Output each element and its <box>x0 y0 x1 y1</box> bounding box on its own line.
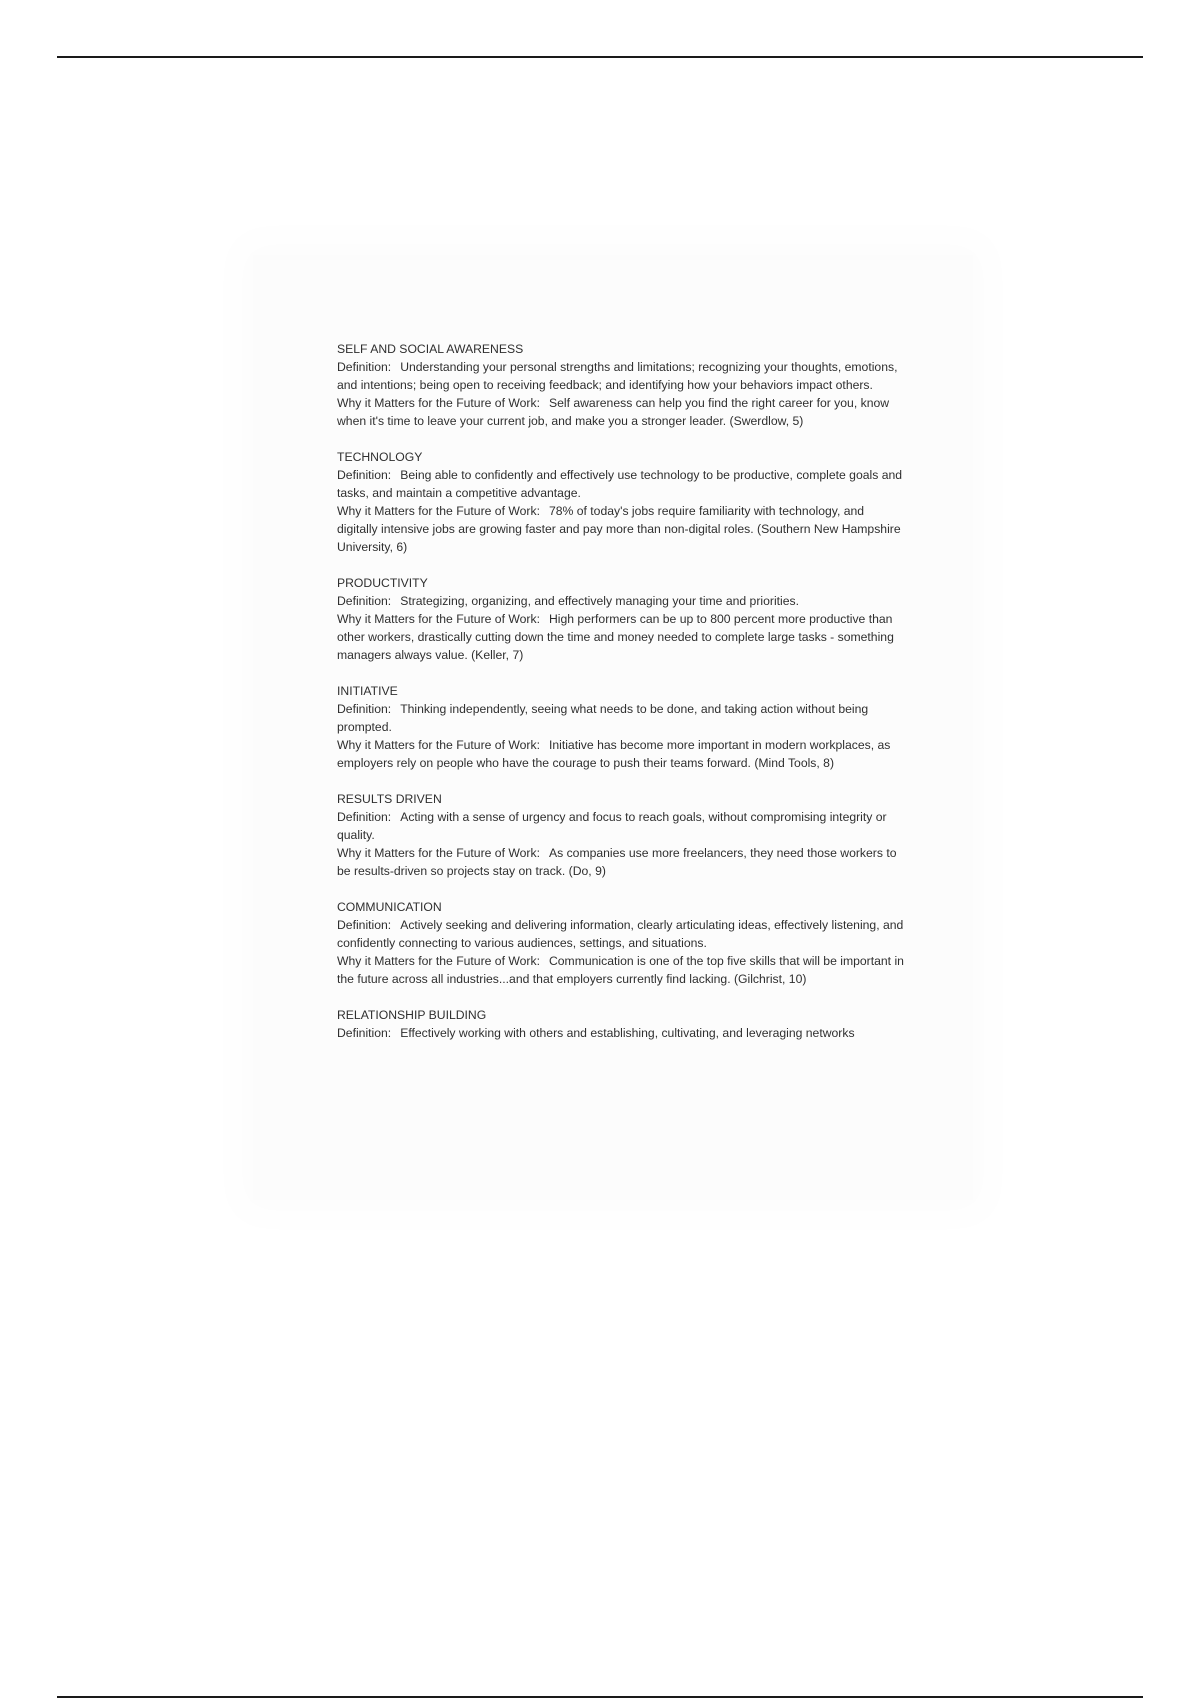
definition-text: Understanding your personal strengths and limitations; recognizing your thoughts, emotions, and intentions; being open to receiving feedback; and identifying how your behaviors impact others. <box>337 360 898 392</box>
section-self-and-social-awareness <box>337 340 905 430</box>
definition-line <box>337 916 905 952</box>
section-relationship-building <box>337 1006 905 1042</box>
section-initiative <box>337 682 905 772</box>
why-line <box>337 394 905 430</box>
section-results-driven <box>337 790 905 880</box>
definition-line <box>337 700 905 736</box>
why-line <box>337 502 905 556</box>
definition-text: Thinking independently, seeing what needs to be done, and taking action without being prompted. <box>337 702 869 734</box>
definition-text: Strategizing, organizing, and effectively managing your time and priorities. <box>400 594 799 608</box>
why-label: Why it Matters for the Future of Work: <box>337 738 540 752</box>
definition-label: Definition: <box>337 360 392 374</box>
definition-label: Definition: <box>337 702 392 716</box>
top-rule <box>57 56 1143 58</box>
section-technology <box>337 448 905 556</box>
definition-line <box>337 466 905 502</box>
bottom-rule <box>57 1696 1143 1698</box>
definition-line <box>337 808 905 844</box>
section-heading: SELF AND SOCIAL AWARENESS <box>337 342 524 356</box>
section-communication <box>337 898 905 988</box>
section-heading: PRODUCTIVITY <box>337 576 428 590</box>
definition-line <box>337 358 905 394</box>
why-label: Why it Matters for the Future of Work: <box>337 504 540 518</box>
section-heading: TECHNOLOGY <box>337 450 423 464</box>
definition-line <box>337 1024 905 1042</box>
document-content <box>337 340 905 1060</box>
why-text: 78% of today's jobs require familiarity with technology, and digitally intensive jobs are growing faster and pay more than non-digital roles. (Southern New Hampshire University, 6) <box>337 504 901 554</box>
why-line <box>337 610 905 664</box>
definition-label: Definition: <box>337 1026 392 1040</box>
why-line <box>337 952 905 988</box>
section-heading: RELATIONSHIP BUILDING <box>337 1008 487 1022</box>
section-heading: COMMUNICATION <box>337 900 442 914</box>
definition-label: Definition: <box>337 468 392 482</box>
definition-label: Definition: <box>337 918 392 932</box>
definition-line <box>337 592 905 610</box>
definition-text: Acting with a sense of urgency and focus to reach goals, without compromising integrity or quality. <box>337 810 887 842</box>
why-label: Why it Matters for the Future of Work: <box>337 396 540 410</box>
definition-label: Definition: <box>337 594 392 608</box>
definition-text: Actively seeking and delivering information, clearly articulating ideas, effectively listening, and confidently connecting to various audiences, settings, and situations. <box>337 918 904 950</box>
why-text: Communication is one of the top five skills that will be important in the future across all industries...and that employers currently find lacking. (Gilchrist, 10) <box>337 954 904 986</box>
definition-label: Definition: <box>337 810 392 824</box>
why-text: As companies use more freelancers, they need those workers to be results-driven so projects stay on track. (Do, 9) <box>337 846 897 878</box>
section-heading: INITIATIVE <box>337 684 398 698</box>
why-text: High performers can be up to 800 percent more productive than other workers, drastically cutting down the time and money needed to complete large tasks - something managers always value. (Keller, 7) <box>337 612 894 662</box>
why-line <box>337 736 905 772</box>
definition-text: Effectively working with others and establishing, cultivating, and leveraging networks <box>400 1026 855 1040</box>
section-productivity <box>337 574 905 664</box>
why-label: Why it Matters for the Future of Work: <box>337 954 540 968</box>
why-text: Self awareness can help you find the right career for you, know when it's time to leave your current job, and make you a stronger leader. (Swerdlow, 5) <box>337 396 890 428</box>
why-text: Initiative has become more important in modern workplaces, as employers rely on people who have the courage to push their teams forward. (Mind Tools, 8) <box>337 738 891 770</box>
definition-text: Being able to confidently and effectively use technology to be productive, complete goals and tasks, and maintain a competitive advantage. <box>337 468 903 500</box>
why-line <box>337 844 905 880</box>
section-heading: RESULTS DRIVEN <box>337 792 442 806</box>
why-label: Why it Matters for the Future of Work: <box>337 846 540 860</box>
why-label: Why it Matters for the Future of Work: <box>337 612 540 626</box>
